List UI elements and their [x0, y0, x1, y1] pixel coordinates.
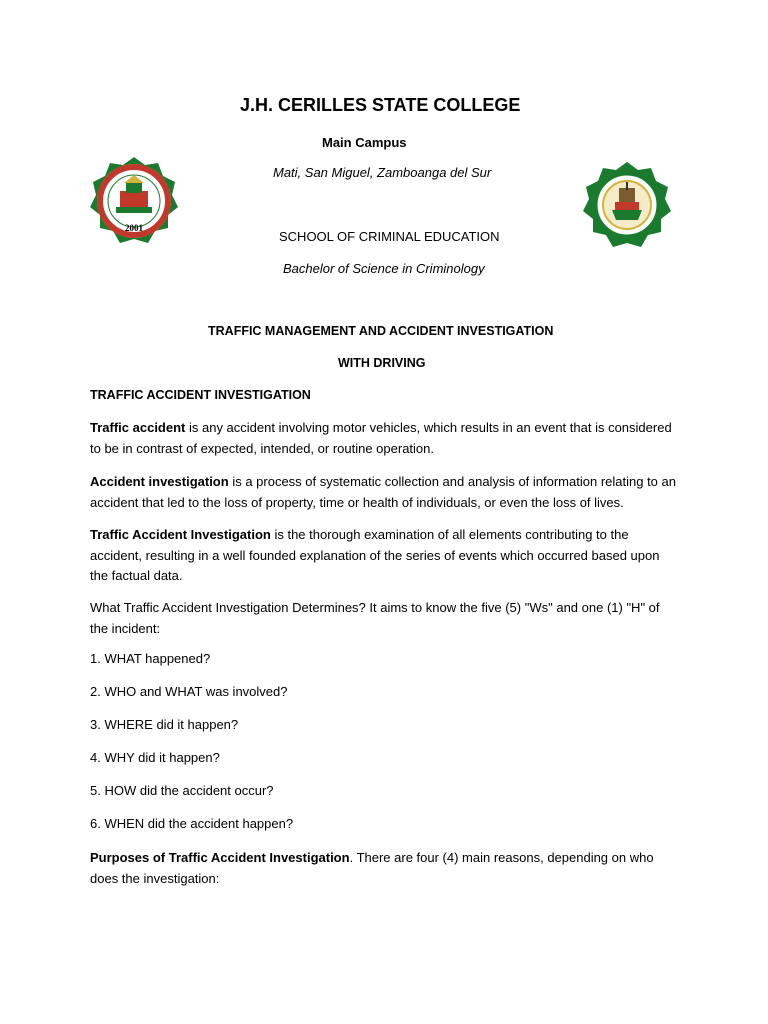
question-intro: What Traffic Accident Investigation Determines? It aims to know the five (5) "Ws" and one (1) "H" of the incident:	[90, 600, 660, 636]
list-item: 4. WHY did it happen?	[90, 750, 220, 765]
list-item: 2. WHO and WHAT was involved?	[90, 684, 288, 699]
seal-year: 2001	[125, 223, 143, 233]
list-item: 3. WHERE did it happen?	[90, 717, 239, 732]
definition-term: Traffic Accident Investigation	[90, 527, 271, 542]
definition-paragraph	[90, 472, 680, 513]
criminology-seal-logo	[582, 160, 672, 250]
list-item: 1. WHAT happened?	[90, 651, 211, 666]
definition-paragraph	[90, 525, 680, 587]
course-title-line2: WITH DRIVING	[338, 356, 426, 370]
list-item: 5. HOW did the accident occur?	[90, 783, 274, 798]
school-name: SCHOOL OF CRIMINAL EDUCATION	[279, 229, 500, 244]
campus-address: Mati, San Miguel, Zamboanga del Sur	[273, 165, 492, 180]
purposes-paragraph	[90, 848, 680, 889]
purposes-term: Purposes of Traffic Accident Investigation	[90, 850, 350, 865]
definition-text: is the thorough examination of all elements contributing to the accident, resulting in a well founded explanation of the series of events which occurred based upon the factual data.	[90, 527, 660, 583]
campus-name: Main Campus	[322, 135, 407, 150]
program-name: Bachelor of Science in Criminology	[283, 261, 485, 276]
college-seal-logo	[88, 155, 180, 247]
definition-text: is any accident involving motor vehicles, which results in an event that is considered to be in contrast of expected, intended, or routine operation.	[90, 420, 672, 456]
list-item: 6. WHEN did the accident happen?	[90, 816, 294, 831]
section-heading: TRAFFIC ACCIDENT INVESTIGATION	[90, 388, 311, 402]
course-title-line1: TRAFFIC MANAGEMENT AND ACCIDENT INVESTIGATION	[208, 324, 554, 338]
definition-paragraph	[90, 418, 680, 459]
definition-term: Traffic accident	[90, 420, 186, 435]
college-name: J.H. CERILLES STATE COLLEGE	[240, 95, 521, 115]
purposes-text: . There are four (4) main reasons, depending on who does the investigation:	[90, 850, 654, 886]
definition-text: is a process of systematic collection and analysis of information relating to an accident that led to the loss of property, time or health of individuals, or even the loss of lives.	[90, 474, 676, 510]
definition-term: Accident investigation	[90, 474, 229, 489]
